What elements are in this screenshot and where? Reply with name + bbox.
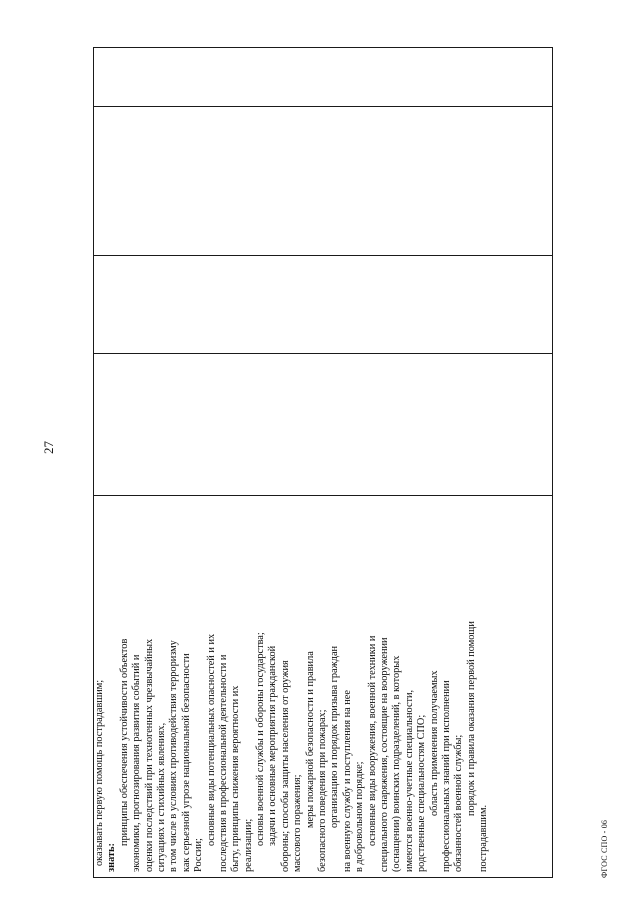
text-line: задачи и основные мероприятия гражданской	[267, 645, 279, 846]
text-line: ситуациях и стихийных явлениях,	[155, 722, 167, 872]
text-line: быту, принципы снижения вероятности их	[230, 685, 242, 872]
text-line: знать:	[106, 843, 118, 872]
text-line: как серьезной угрозе национальной безопасности	[180, 653, 192, 872]
column-divider	[94, 353, 552, 354]
text-line: обязанностей военной службы;	[453, 734, 465, 872]
column-divider	[94, 255, 552, 256]
text-line: область применения получаемых	[428, 670, 440, 816]
text-line: основные виды потенциальных опасностей и их	[205, 633, 217, 846]
text-line: обороны; способы защиты населения от оружия	[279, 660, 291, 872]
text-line: экономики, прогнозирования развития событий и	[131, 654, 143, 872]
text-line: на военную службу и поступления на нее	[341, 690, 353, 872]
text-line: в добровольном порядке;	[354, 761, 366, 872]
text-line: принципы обеспечения устойчивости объектов	[118, 638, 130, 846]
knowledge-requirements-cell	[94, 500, 552, 872]
text-line: специального снаряжения, состоящие на вооружении	[378, 637, 390, 872]
column-divider	[94, 495, 552, 496]
text-line: меры пожарной безопасности и правила	[304, 651, 316, 828]
document-footer: ФГОС СПО - 06	[600, 819, 609, 878]
competency-table	[93, 47, 553, 878]
text-line: оказывать первую помощь пострадавшим;	[94, 679, 105, 866]
column-divider	[94, 106, 552, 107]
text-line: в том числе в условиях противодействия терроризму	[168, 640, 180, 872]
text-line: родственные специальностям СПО;	[416, 714, 428, 872]
text-line: массового поражения;	[292, 774, 304, 872]
text-line: (оснащении) воинских подразделений, в которых	[391, 655, 403, 872]
text-line: России;	[193, 838, 205, 872]
text-line: организацию и порядок призыва граждан	[329, 645, 341, 828]
text-line: последствия в профессиональной деятельности и	[217, 654, 229, 872]
text-line: имеются военно-учетные специальности,	[403, 689, 415, 872]
text-line: пострадавшим.	[478, 804, 490, 872]
text-line: оценки последствий при техногенных чрезвычайных	[143, 638, 155, 872]
text-line: порядок и правила оказания первой помощи	[465, 621, 477, 816]
text-line: основы военной службы и обороны государства;	[255, 632, 267, 846]
text-line: основные виды вооружения, военной техники и	[366, 635, 378, 846]
text-line: реализации;	[242, 818, 254, 872]
text-line: профессиональных знаний при исполнении	[440, 680, 452, 872]
page-number: 27	[41, 441, 56, 454]
text-line: безопасного поведения при пожарах;	[317, 709, 329, 872]
